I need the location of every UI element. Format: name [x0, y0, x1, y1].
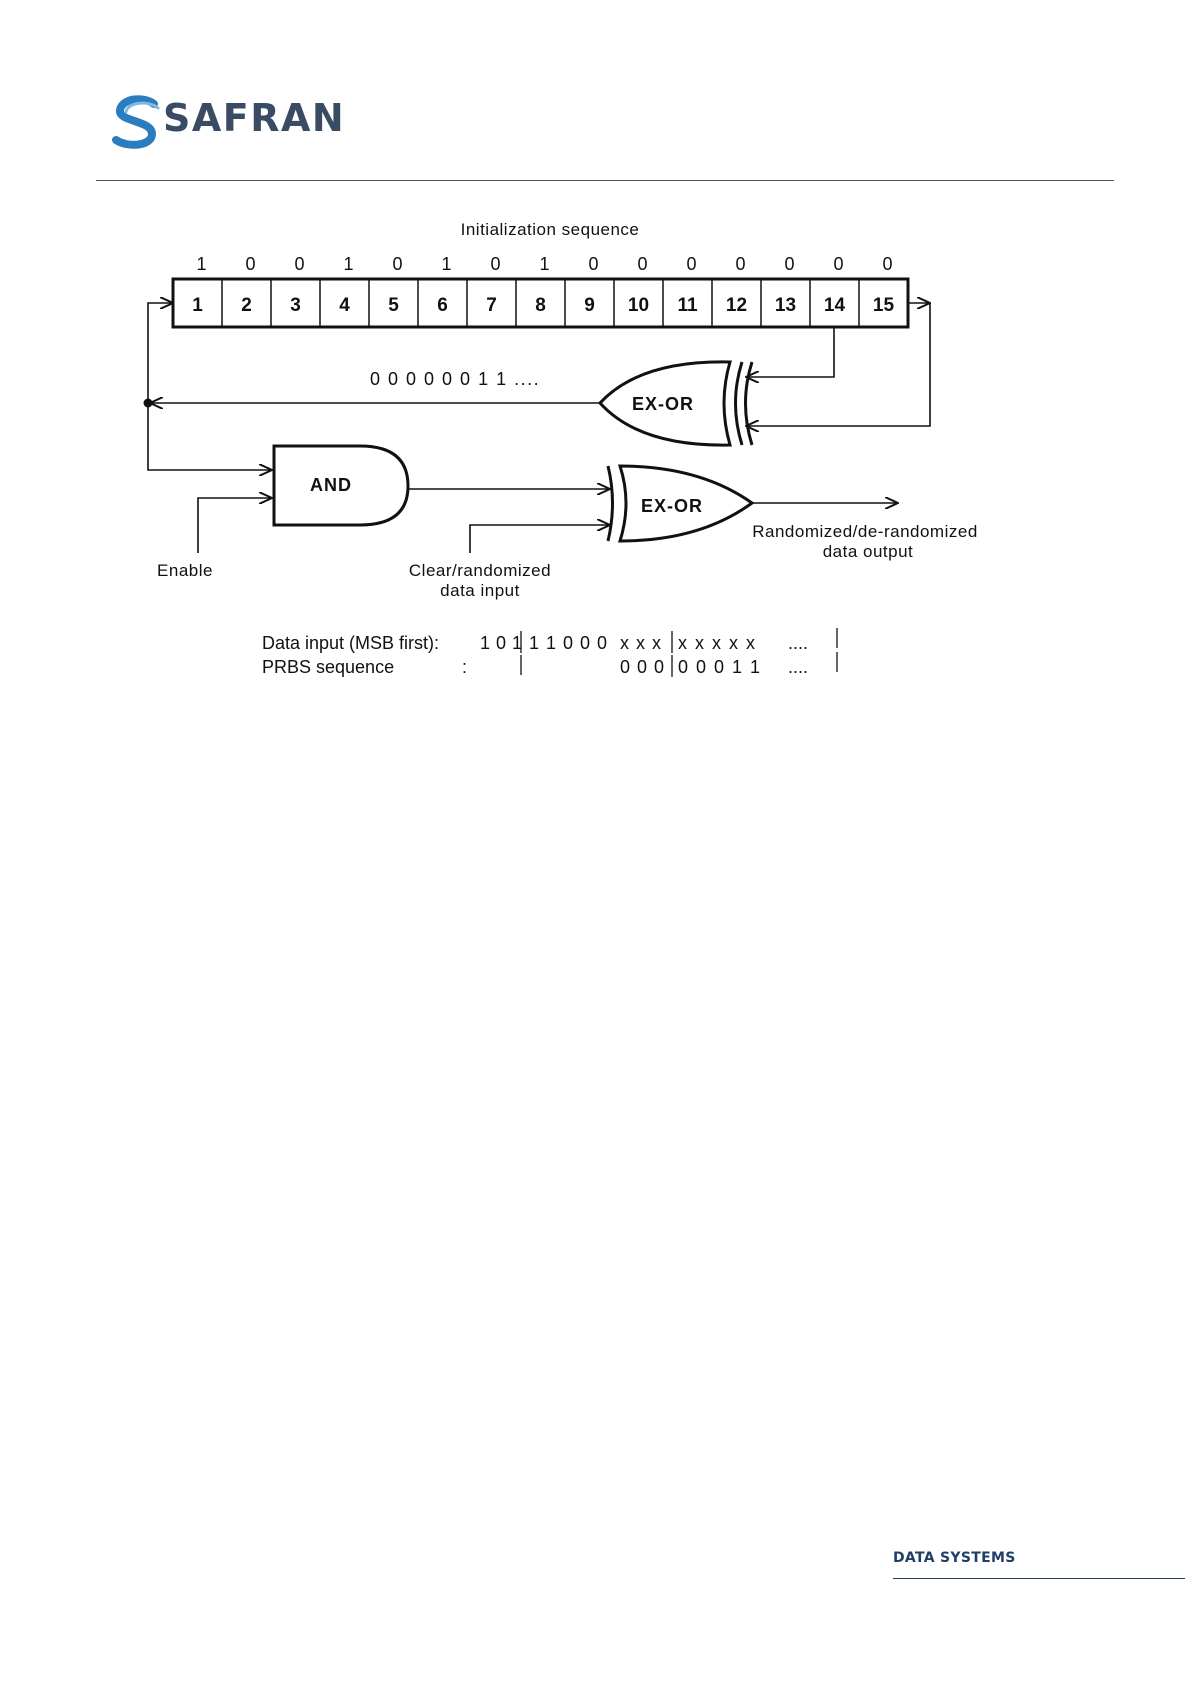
- init-bits-row: [196, 254, 892, 274]
- register-cell-label: 4: [339, 295, 350, 316]
- init-bit: 0: [588, 254, 599, 274]
- data-input-row-label: Data input (MSB first):: [262, 633, 440, 653]
- init-bit: 0: [735, 254, 746, 274]
- init-bit: 0: [637, 254, 648, 274]
- init-bit: 1: [196, 254, 207, 274]
- register-cell-label: 12: [725, 295, 748, 316]
- init-bit: 1: [539, 254, 550, 274]
- tap-15-line: [746, 303, 930, 426]
- data-input-bits-3: x x x x x: [678, 633, 757, 653]
- data-input-line: [470, 525, 610, 553]
- init-bit: 0: [294, 254, 305, 274]
- register-cell-label: 10: [627, 295, 650, 316]
- enable-label: Enable: [157, 561, 213, 580]
- prbs-bits-2: 0 0 0 1 1: [678, 657, 762, 677]
- register-cell-label: 1: [192, 295, 203, 316]
- register-cell-label: 5: [388, 295, 399, 316]
- enable-line: [198, 498, 272, 553]
- xor-output-label: EX-OR: [641, 496, 704, 516]
- init-bit: 0: [245, 254, 256, 274]
- bit-sequence-table: [262, 628, 837, 677]
- footer-divider: [893, 1578, 1185, 1579]
- prbs-row-label: PRBS sequence: [262, 657, 395, 677]
- register-cell-label: 13: [774, 295, 797, 316]
- data-output-label-2: data output: [822, 542, 914, 561]
- footer-brand: DATA SYSTEMS: [893, 1550, 1016, 1566]
- scrambler-diagram: [0, 0, 1191, 720]
- data-input-label-2: data input: [440, 581, 520, 600]
- register-cell-label: 2: [241, 295, 252, 316]
- register-input-line: [148, 303, 173, 403]
- init-bit: 0: [392, 254, 403, 274]
- data-input-bits-1: 1 0 1: [480, 633, 523, 653]
- init-bit: 0: [833, 254, 844, 274]
- data-input-dots: ....: [788, 633, 809, 653]
- xor-feedback-label: EX-OR: [632, 394, 695, 414]
- register-cell-label: 11: [677, 295, 698, 316]
- register-cell-label: 3: [290, 295, 301, 316]
- init-bit: 0: [686, 254, 697, 274]
- data-input-label-1: Clear/randomized: [408, 561, 552, 580]
- init-bit: 1: [343, 254, 354, 274]
- register-cell-label: 7: [486, 295, 497, 316]
- init-bit: 0: [784, 254, 795, 274]
- register-cell-label: 6: [437, 295, 448, 316]
- data-output-label-1: Randomized/de-randomized: [752, 522, 978, 541]
- init-bit: 0: [882, 254, 893, 274]
- shift-register: [173, 279, 908, 327]
- tap-14-line: [746, 327, 834, 377]
- init-sequence-title: Initialization sequence: [460, 220, 640, 239]
- register-cell-label: 9: [584, 295, 595, 316]
- and-gate-label: AND: [310, 475, 352, 495]
- prbs-dots: ....: [788, 657, 809, 677]
- init-bit: 1: [441, 254, 452, 274]
- prbs-bits-1: 0 0 0: [620, 657, 666, 677]
- and-input-a-line: [148, 403, 272, 470]
- data-input-bits-2: 1 1 0 0 0 x x x: [529, 633, 663, 653]
- register-cell-label: 8: [535, 295, 546, 316]
- prbs-colon: :: [462, 657, 468, 677]
- feedback-sequence: 0 0 0 0 0 0 1 1 ....: [370, 369, 541, 389]
- register-cell-label: 15: [872, 295, 895, 316]
- register-cell-label: 14: [823, 295, 846, 316]
- brand-wordmark: SAFRAN: [163, 96, 346, 140]
- init-bit: 0: [490, 254, 501, 274]
